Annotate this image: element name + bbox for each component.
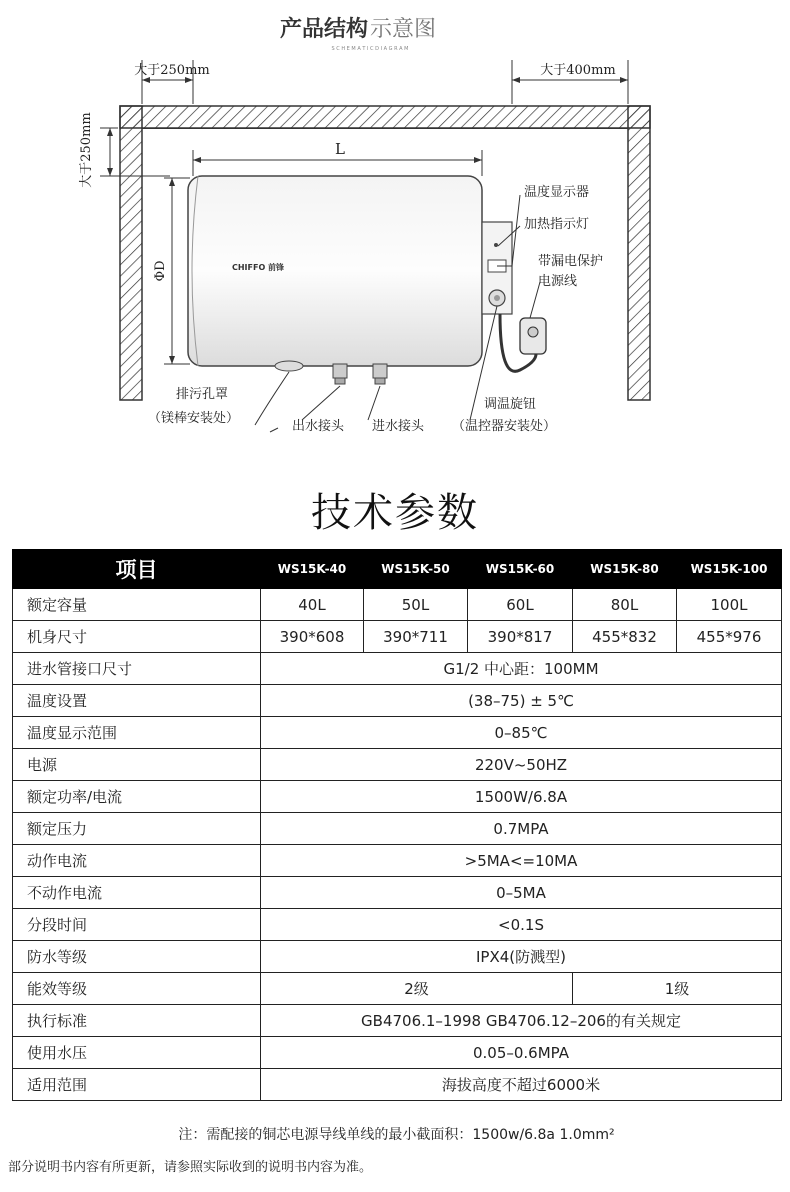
table-row	[13, 813, 782, 845]
row-label: 能效等级	[13, 973, 261, 1005]
cell-value: 50L	[364, 589, 468, 621]
dimension-diameter	[153, 178, 190, 364]
row-label: 电源	[13, 749, 261, 781]
cell-value: G1/2 中心距：100MM	[261, 653, 782, 685]
table-row	[13, 781, 782, 813]
cell-value: 0–5MA	[261, 877, 782, 909]
table-row	[13, 877, 782, 909]
header-item: 项目	[13, 550, 261, 589]
row-label: 适用范围	[13, 1069, 261, 1101]
manual-update-footnote: 部分说明书内容有所更新，请参照实际收到的说明书内容为准。	[8, 1160, 373, 1175]
heat-indicator-light-icon	[494, 243, 498, 247]
table-row	[13, 589, 782, 621]
callout-drain-1: 排污孔罩	[176, 387, 229, 402]
cell-value: 60L	[468, 589, 573, 621]
dim-right-top-label: 大于400mm	[540, 63, 616, 78]
cell-value: IPX4(防溅型)	[261, 941, 782, 973]
header-model: WS15K-60	[468, 550, 573, 589]
row-label: 执行标准	[13, 1005, 261, 1037]
cell-value: (38–75) ± 5℃	[261, 685, 782, 717]
diagram-title-light: 示意图	[370, 17, 437, 42]
header-model: WS15K-100	[677, 550, 782, 589]
cell-value: GB4706.1–1998 GB4706.12–206的有关规定	[261, 1005, 782, 1037]
table-row	[13, 685, 782, 717]
row-label: 不动作电流	[13, 877, 261, 909]
row-label: 额定容量	[13, 589, 261, 621]
cell-value: 455*976	[677, 621, 782, 653]
dim-length-label: L	[335, 140, 345, 158]
table-row	[13, 973, 782, 1005]
cell-value: >5MA<=10MA	[261, 845, 782, 877]
header-model: WS15K-50	[364, 550, 468, 589]
cell-value: 海拔高度不超过6000米	[261, 1069, 782, 1101]
cable-note: 注：需配接的铜芯电源导线单线的最小截面积：1500w/6.8a 1.0mm²	[178, 1127, 615, 1143]
cell-value: 455*832	[573, 621, 677, 653]
cell-value: 390*817	[468, 621, 573, 653]
table-row	[13, 845, 782, 877]
power-cable	[500, 314, 546, 371]
row-label: 防水等级	[13, 941, 261, 973]
table-row	[13, 749, 782, 781]
table-row	[13, 909, 782, 941]
cell-value: 2级	[261, 973, 573, 1005]
callout-leak-cable-2: 电源线	[538, 274, 578, 289]
dimension-right-clearance	[512, 60, 628, 104]
cell-value: 100L	[677, 589, 782, 621]
cell-value: 0–85℃	[261, 717, 782, 749]
table-header-row	[13, 550, 782, 589]
diagram-subtitle: S C H E M A T I C D I A G R A M	[331, 46, 409, 52]
row-label: 动作电流	[13, 845, 261, 877]
specs-table	[12, 549, 782, 1101]
callout-knob-2: （温控器安装处）	[452, 419, 557, 434]
row-label: 使用水压	[13, 1037, 261, 1069]
callout-outlet: 出水接头	[292, 419, 345, 434]
row-label: 机身尺寸	[13, 621, 261, 653]
table-row	[13, 717, 782, 749]
callout-inlet: 进水接头	[372, 419, 425, 434]
product-structure-diagram	[0, 0, 790, 470]
dim-vertical-label: 大于250mm	[79, 112, 94, 188]
cell-value: 80L	[573, 589, 677, 621]
dimension-length	[193, 140, 482, 176]
cell-value: 390*711	[364, 621, 468, 653]
brand-logo: CHIFFO 前锋	[231, 263, 285, 272]
table-row	[13, 941, 782, 973]
dimension-left-clearance	[134, 60, 209, 104]
cell-value: 1级	[573, 973, 782, 1005]
callout-drain-2: （镁棒安装处）	[148, 411, 240, 426]
callout-leak-cable-1: 带漏电保护	[538, 254, 604, 269]
cell-value: 220V~50HZ	[261, 749, 782, 781]
row-label: 额定功率/电流	[13, 781, 261, 813]
cell-value: 0.7MPA	[261, 813, 782, 845]
tech-params-heading: 技术参数	[311, 489, 479, 536]
row-label: 温度显示范围	[13, 717, 261, 749]
table-row	[13, 621, 782, 653]
row-label: 进水管接口尺寸	[13, 653, 261, 685]
table-row	[13, 1037, 782, 1069]
callout-heat-indicator: 加热指示灯	[524, 217, 590, 232]
water-heater-tank	[188, 176, 482, 366]
row-label: 分段时间	[13, 909, 261, 941]
dim-diameter-label: ΦD	[153, 260, 168, 282]
control-box	[482, 222, 512, 314]
row-label: 温度设置	[13, 685, 261, 717]
cell-value: 40L	[261, 589, 364, 621]
cell-value: 0.05–0.6MPA	[261, 1037, 782, 1069]
header-model: WS15K-80	[573, 550, 677, 589]
table-row	[13, 1005, 782, 1037]
row-label: 额定压力	[13, 813, 261, 845]
callout-temp-display: 温度显示器	[524, 185, 590, 200]
diagram-title-bold: 产品结构	[279, 17, 368, 42]
cell-value: 1500W/6.8A	[261, 781, 782, 813]
cell-value: 390*608	[261, 621, 364, 653]
dim-left-top-label: 大于250mm	[134, 63, 210, 78]
table-row	[13, 1069, 782, 1101]
cell-value: <0.1S	[261, 909, 782, 941]
callout-knob-1: 调温旋钮	[484, 397, 537, 412]
header-model: WS15K-40	[261, 550, 364, 589]
table-row	[13, 653, 782, 685]
